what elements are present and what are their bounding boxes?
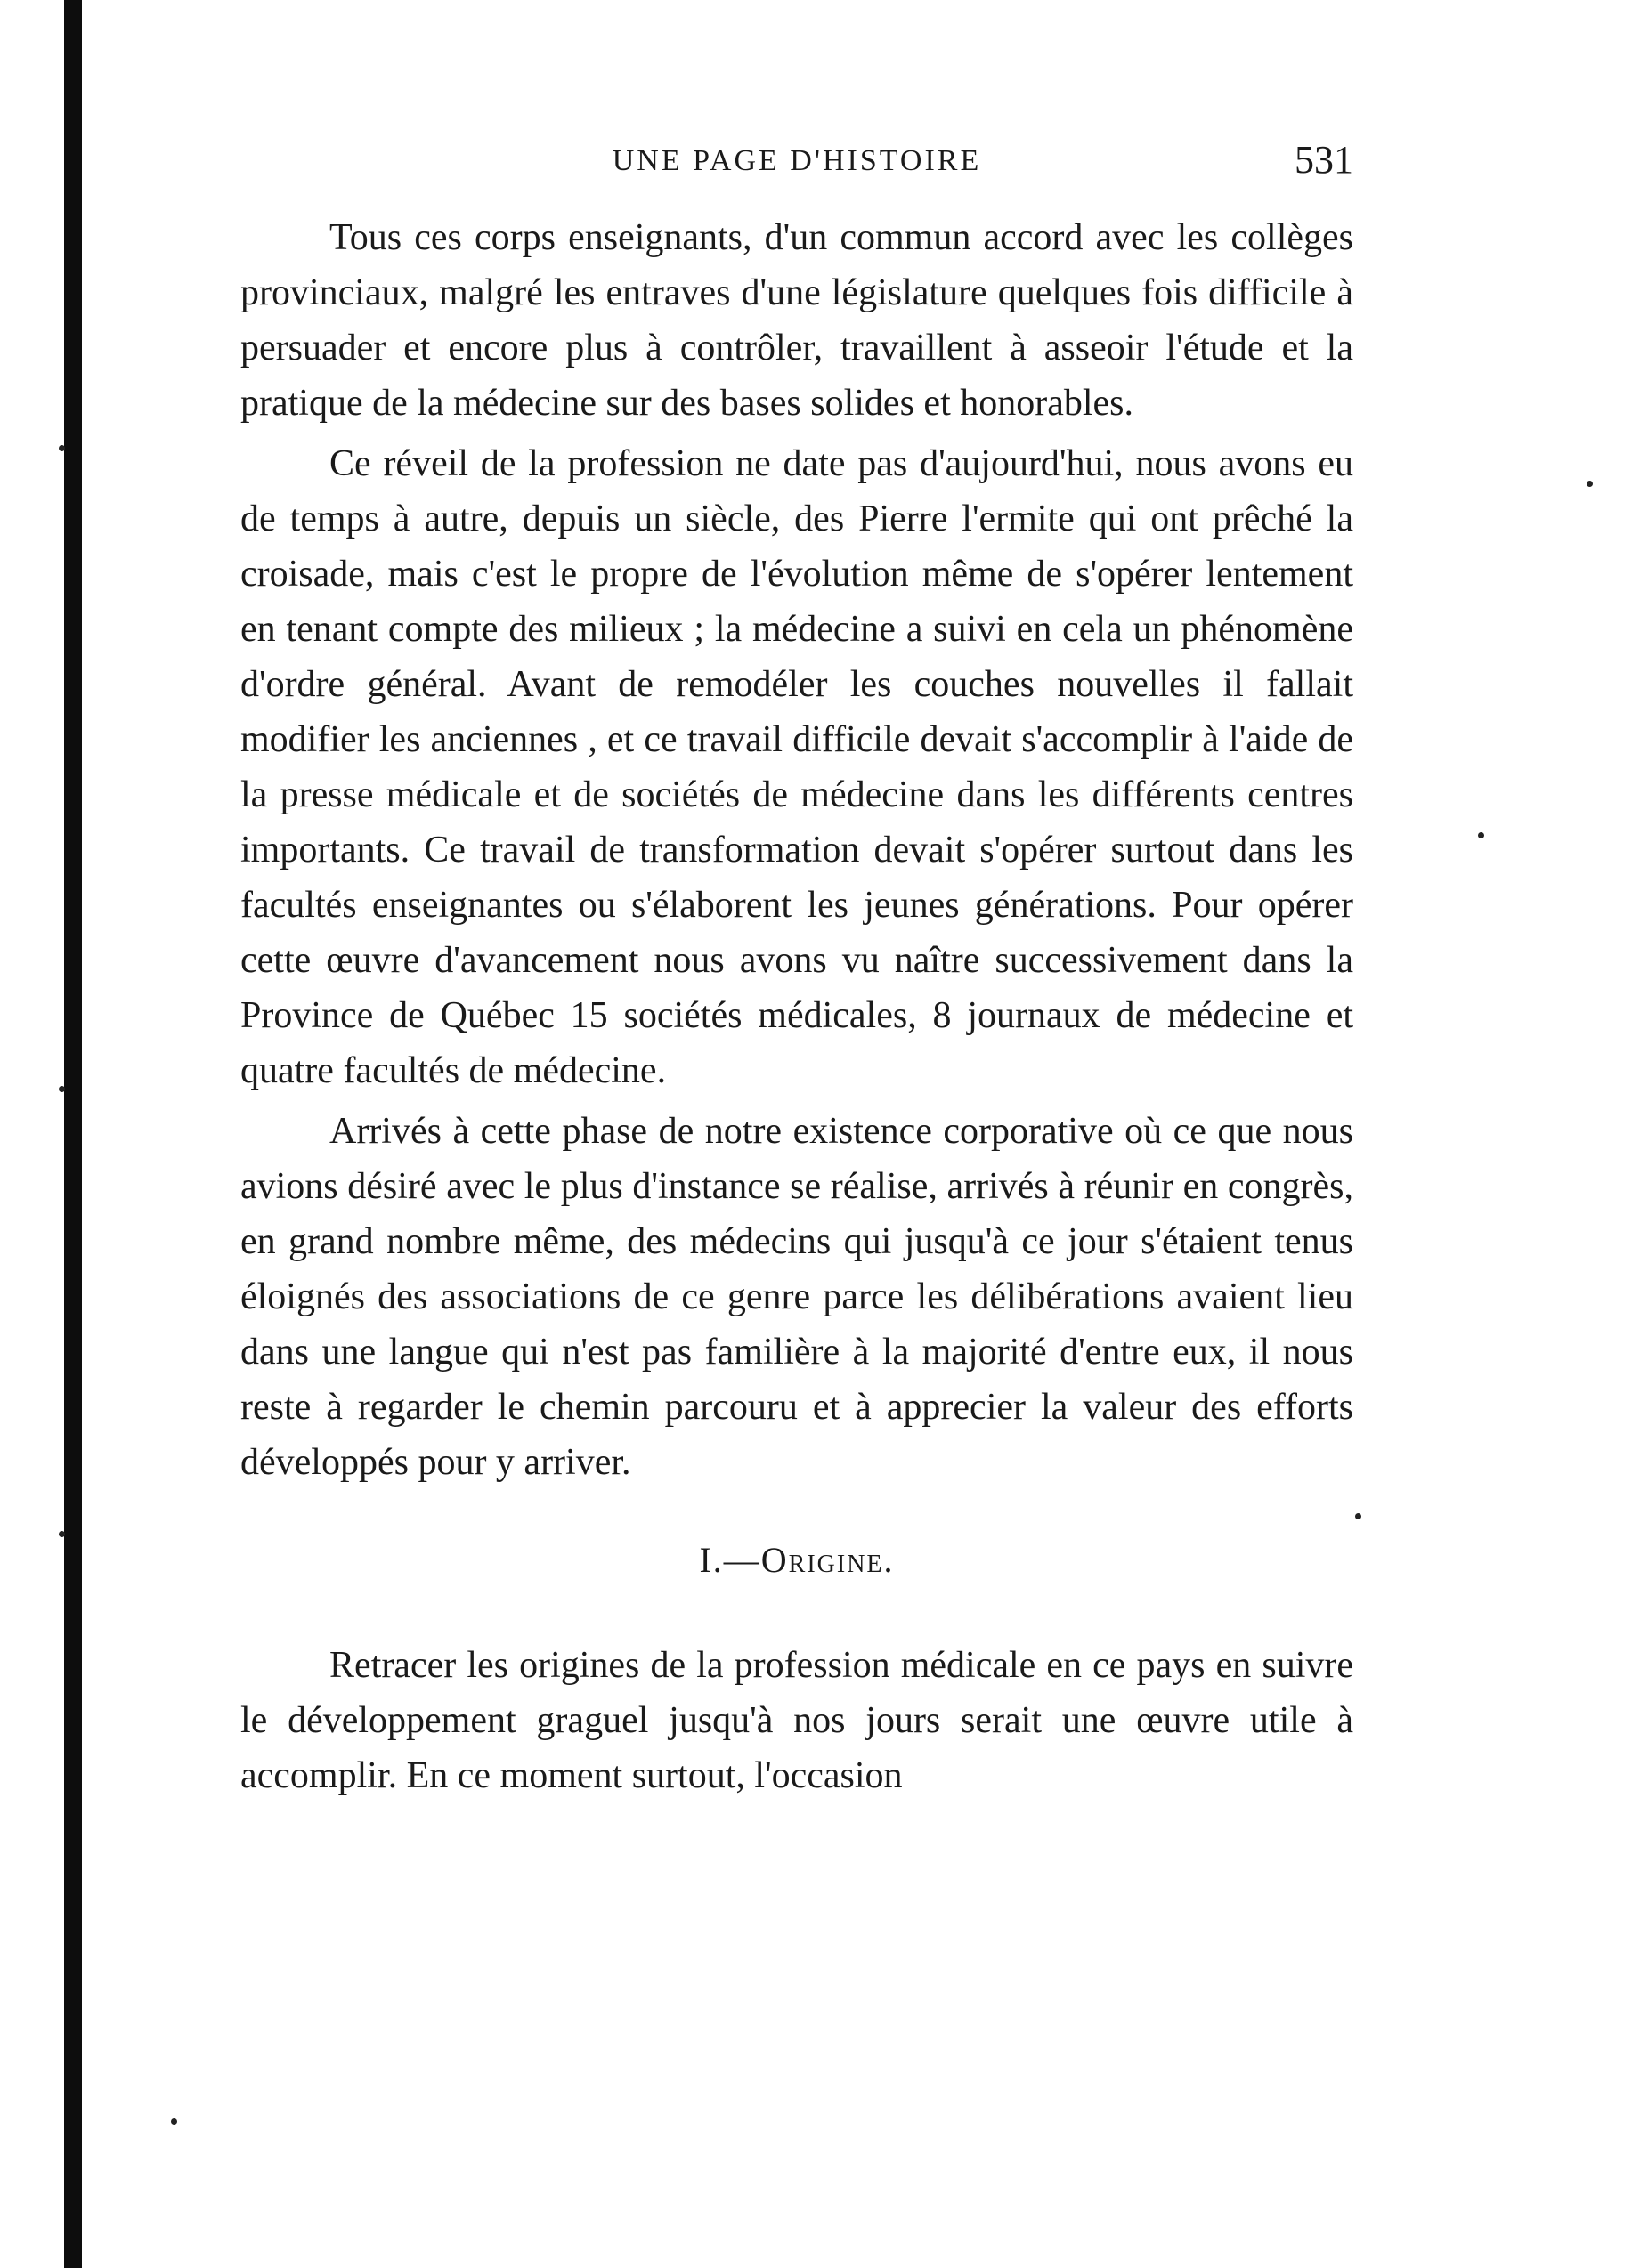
book-page — [240, 134, 1353, 1809]
print-speck — [1478, 832, 1484, 838]
paragraph: Arrivés à cette phase de notre existence corporative où ce que nous avions désiré avec le plus d'instance se réalise, arrivés à réunir en congrès, en grand nombre même, des médecins qui jusqu'à ce jour s'étaient tenus éloignés des associations de ce genre parce les délibérations avaient lieu dans une langue qui n'est pas familière à la majorité d'entre eux, il nous reste à regarder le chemin parcouru et à apprecier la valeur des efforts développés pour y arriver. — [240, 1111, 1353, 1483]
section-heading: I.—Origine. — [699, 1540, 895, 1580]
running-head — [240, 134, 1353, 187]
print-speck — [59, 1531, 65, 1537]
page-number: 531 — [1295, 138, 1353, 182]
body-text — [240, 210, 1353, 1803]
paragraph: Retracer les origines de la profession médicale en ce pays en suivre le développement graguel jusqu'à nos jours serait une œuvre utile à accomplir. En ce moment surtout, l'occasion — [240, 1645, 1353, 1796]
paragraph: Tous ces corps enseignants, d'un commun accord avec les collèges provinciaux, malgré les entraves d'une législature quelques fois difficile à persuader et encore plus à contrôler, travaillent à asseoir l'étude et la pratique de la médecine sur des bases solides et honorables. — [240, 217, 1353, 424]
print-speck — [1355, 1513, 1361, 1519]
binding-edge — [64, 0, 82, 2268]
print-speck — [59, 445, 65, 451]
print-speck — [1587, 481, 1593, 487]
print-speck — [171, 2118, 177, 2125]
running-title: UNE PAGE D'HISTOIRE — [612, 144, 982, 177]
paragraph: Ce réveil de la profession ne date pas d'aujourd'hui, nous avons eu de temps à autre, depuis un siècle, des Pierre l'ermite qui ont prêché la croisade, mais c'est le propre de l'évolution même de s'opérer lentement en tenant compte des milieux ; la médecine a suivi en cela un phénomène d'ordre général. Avant de remodéler les couches nouvelles il fallait modifier les anciennes , et ce travail difficile devait s'accomplir à l'aide de la presse médicale et de sociétés de médecine dans les différents centres importants. Ce travail de transformation devait s'opérer surtout dans les facultés enseignantes ou s'élaborent les jeunes générations. Pour opérer cette œuvre d'avancement nous avons vu naître successivement dans la Province de Québec 15 sociétés médicales, 8 journaux de médecine et quatre facultés de médecine. — [240, 443, 1353, 1091]
print-speck — [59, 1086, 65, 1092]
